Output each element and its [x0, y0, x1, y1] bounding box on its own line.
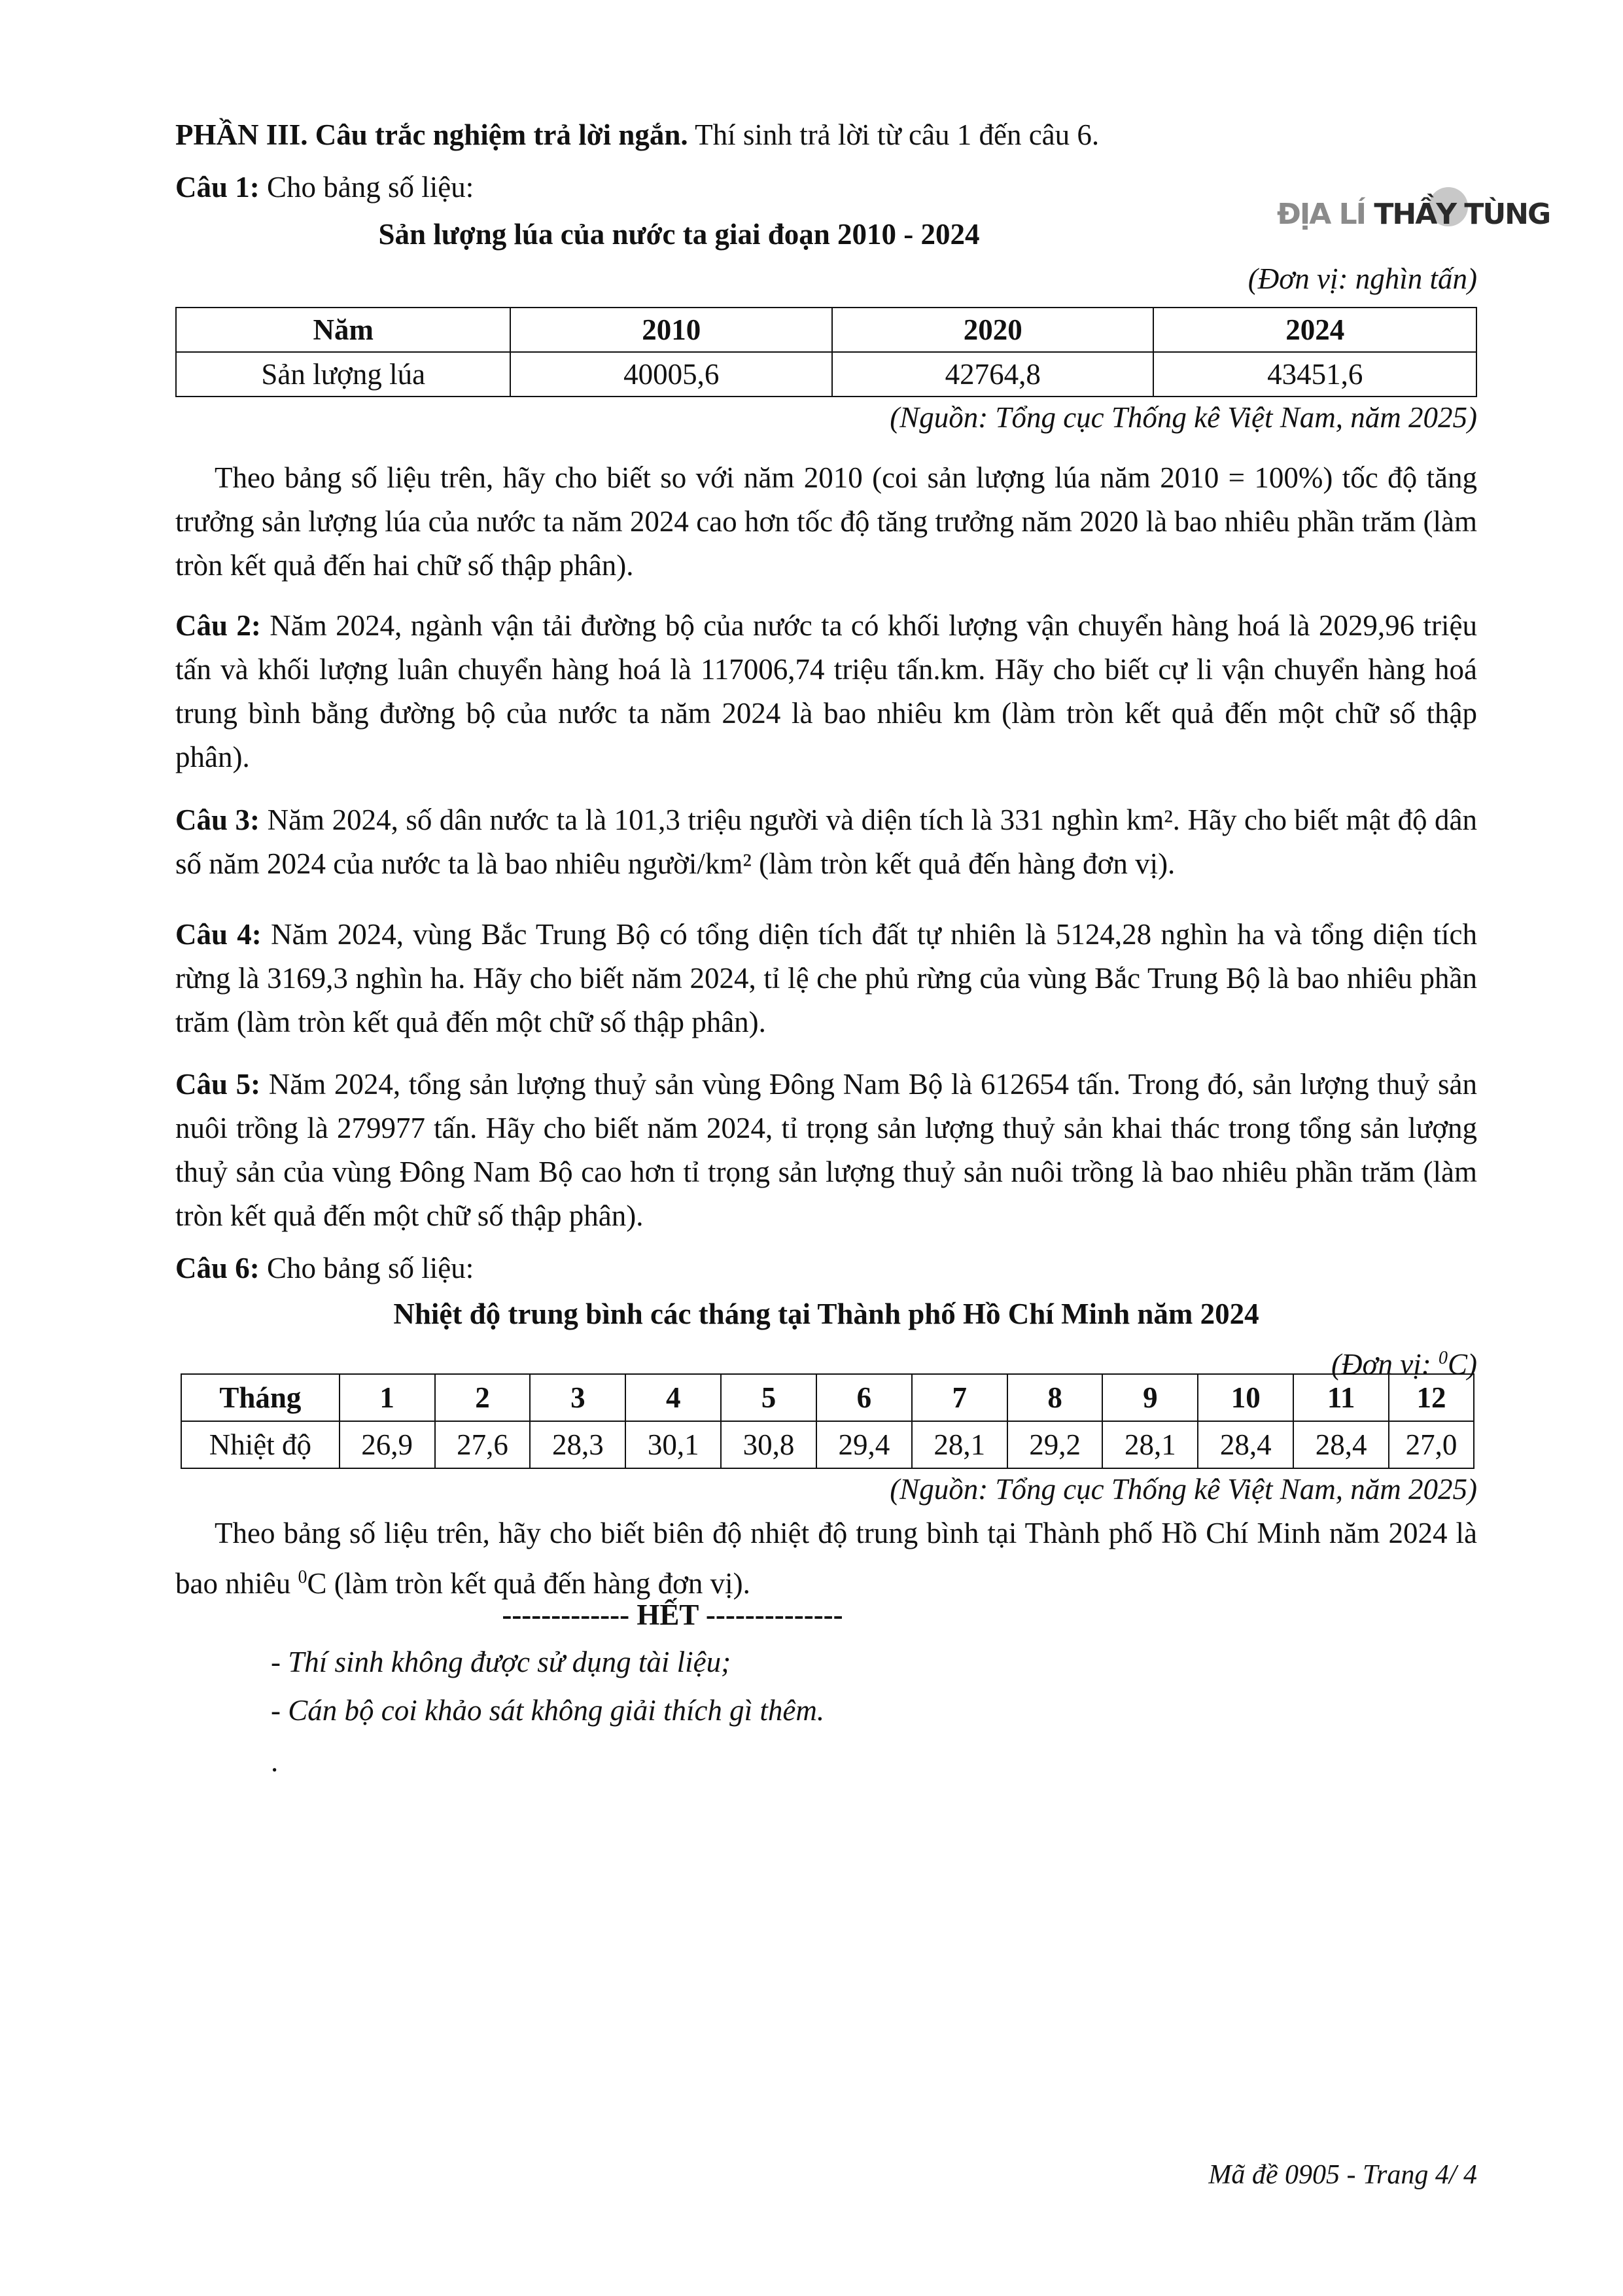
q1-intro: Cho bảng số liệu:: [267, 171, 474, 203]
row-label-cell: Sản lượng lúa: [176, 352, 510, 397]
note-line: - Cán bộ coi khảo sát không giải thích gì thêm.: [271, 1694, 825, 1727]
q1-intro-line: [175, 169, 474, 205]
data-cell: 29,2: [1007, 1421, 1103, 1468]
header-cell: 2024: [1153, 308, 1476, 352]
month-cell: 7: [912, 1374, 1007, 1421]
data-cell: 28,1: [1102, 1421, 1198, 1468]
data-cell: 28,3: [530, 1421, 625, 1468]
month-cell: 10: [1198, 1374, 1293, 1421]
q1-question-text: Theo bảng số liệu trên, hãy cho biết so với năm 2010 (coi sản lượng lúa năm 2010 = 100%) tốc độ tăng trưởng sản lượng lúa của nước ta năm 2024 cao hơn tốc độ tăng trưởng năm 2020 là bao nhiêu phần trăm (làm tròn kết quả đến hai chữ số thập phân).: [175, 461, 1477, 582]
data-cell: 28,4: [1198, 1421, 1293, 1468]
q6-text-sup: 0: [298, 1567, 307, 1587]
data-cell: 30,8: [721, 1421, 816, 1468]
data-cell: 28,1: [912, 1421, 1007, 1468]
data-cell: 27,0: [1389, 1421, 1474, 1468]
brand-logo: [1263, 194, 1550, 239]
row-label-cell: Nhiệt độ: [181, 1421, 340, 1468]
data-cell: 30,1: [625, 1421, 721, 1468]
unit-suffix: C): [1448, 1348, 1477, 1381]
q5-label: Câu 5:: [175, 1068, 261, 1101]
header-cell: 2020: [832, 308, 1154, 352]
section-heading-line: [175, 116, 1099, 153]
q4-paragraph: [175, 913, 1477, 1044]
month-cell: 8: [1007, 1374, 1103, 1421]
month-cell: 6: [816, 1374, 912, 1421]
temperature-table: [181, 1373, 1475, 1469]
logo-part1: ĐỊA LÍ: [1277, 198, 1366, 231]
header-cell: Tháng: [181, 1374, 340, 1421]
q6-text-b: C (làm tròn kết quả đến hàng đơn vị).: [307, 1567, 750, 1600]
table-header-row: [176, 308, 1476, 352]
q2-text: Năm 2024, ngành vận tải đường bộ của nước ta có khối lượng vận chuyển hàng hoá là 2029,96 triệu tấn và khối lượng luân chuyển hàng hoá là 117006,74 triệu tấn.km. Hãy cho biết cự li vận chuyển hàng hoá trung bình bằng đường bộ của nước ta năm 2024 là bao nhiêu km (làm tròn kết quả đến một chữ số thập phân).: [175, 609, 1477, 773]
q5-text: Năm 2024, tổng sản lượng thuỷ sản vùng Đông Nam Bộ là 612654 tấn. Trong đó, sản lượng thuỷ sản nuôi trồng là 279977 tấn. Hãy cho biết năm 2024, tỉ trọng sản lượng thuỷ sản khai thác trong tổng sản lượng thuỷ sản của vùng Đông Nam Bộ cao hơn tỉ trọng sản lượng thuỷ sản nuôi trồng là bao nhiêu phần trăm (làm tròn kết quả đến một chữ số thập phân).: [175, 1068, 1477, 1232]
q3-text: Năm 2024, số dân nước ta là 101,3 triệu người và diện tích là 331 nghìn km². Hãy cho biết mật độ dân số năm 2024 của nước ta là bao nhiêu người/km² (làm tròn kết quả đến hàng đơn vị).: [175, 804, 1477, 880]
q1-source: (Nguồn: Tổng cục Thống kê Việt Nam, năm 2025): [890, 401, 1477, 434]
page-footer: Mã đề 0905 - Trang 4/ 4: [1208, 2160, 1477, 2190]
stray-dot: .: [271, 1745, 279, 1778]
q1-unit: (Đơn vị: nghìn tấn): [1248, 262, 1477, 295]
month-cell: 9: [1102, 1374, 1198, 1421]
note-line: - Thí sinh không được sử dụng tài liệu;: [271, 1646, 731, 1678]
month-cell: 3: [530, 1374, 625, 1421]
data-cell: 40005,6: [510, 352, 832, 397]
data-cell: 27,6: [435, 1421, 531, 1468]
table-row: [176, 352, 1476, 397]
month-cell: 11: [1293, 1374, 1389, 1421]
data-cell: 43451,6: [1153, 352, 1476, 397]
rice-output-table: [175, 307, 1477, 397]
q6-text-a: Theo bảng số liệu trên, hãy cho biết biên độ nhiệt độ trung bình tại Thành phố Hồ Chí Minh năm 2024 là bao nhiêu: [175, 1517, 1477, 1600]
section-heading: PHẦN III. Câu trắc nghiệm trả lời ngắn.: [175, 118, 688, 151]
q1-label: Câu 1:: [175, 171, 260, 203]
header-cell: Năm: [176, 308, 510, 352]
q3-paragraph: [175, 798, 1477, 886]
unit-sup: 0: [1439, 1348, 1448, 1368]
table-row: [181, 1421, 1474, 1468]
q6-intro: Cho bảng số liệu:: [267, 1252, 474, 1284]
q6-table-title: Nhiệt độ trung bình các tháng tại Thành phố Hồ Chí Minh năm 2024: [393, 1298, 1259, 1330]
q4-text: Năm 2024, vùng Bắc Trung Bộ có tổng diện tích đất tự nhiên là 5124,28 nghìn ha và tổng diện tích rừng là 3169,3 nghìn ha. Hãy cho biết năm 2024, tỉ lệ che phủ rừng của vùng Bắc Trung Bộ là bao nhiêu phần trăm (làm tròn kết quả đến một chữ số thập phân).: [175, 918, 1478, 1038]
data-cell: 42764,8: [832, 352, 1154, 397]
month-cell: 2: [435, 1374, 531, 1421]
month-cell: 5: [721, 1374, 816, 1421]
end-marker: ------------- HẾT --------------: [502, 1598, 843, 1631]
data-cell: 29,4: [816, 1421, 912, 1468]
q3-label: Câu 3:: [175, 804, 260, 836]
q4-label: Câu 4:: [175, 918, 262, 951]
q5-paragraph: [175, 1063, 1477, 1238]
month-cell: 1: [340, 1374, 435, 1421]
section-instruction: Thí sinh trả lời từ câu 1 đến câu 6.: [695, 118, 1100, 151]
q6-source: (Nguồn: Tổng cục Thống kê Việt Nam, năm 2025): [890, 1473, 1477, 1506]
unit-prefix: (Đơn vị:: [1331, 1348, 1439, 1381]
month-cell: 4: [625, 1374, 721, 1421]
q6-label: Câu 6:: [175, 1252, 260, 1284]
logo-part2: THẦY TÙNG: [1374, 198, 1550, 231]
data-cell: 28,4: [1293, 1421, 1389, 1468]
q2-label: Câu 2:: [175, 609, 261, 642]
month-cell: 12: [1389, 1374, 1474, 1421]
q6-intro-line: [175, 1250, 474, 1286]
data-cell: 26,9: [340, 1421, 435, 1468]
table-header-row: [181, 1374, 1474, 1421]
header-cell: 2010: [510, 308, 832, 352]
q6-question-text: [175, 1511, 1477, 1606]
q1-table-title: Sản lượng lúa của nước ta giai đoạn 2010 - 2024: [378, 218, 980, 251]
q2-paragraph: [175, 604, 1477, 779]
